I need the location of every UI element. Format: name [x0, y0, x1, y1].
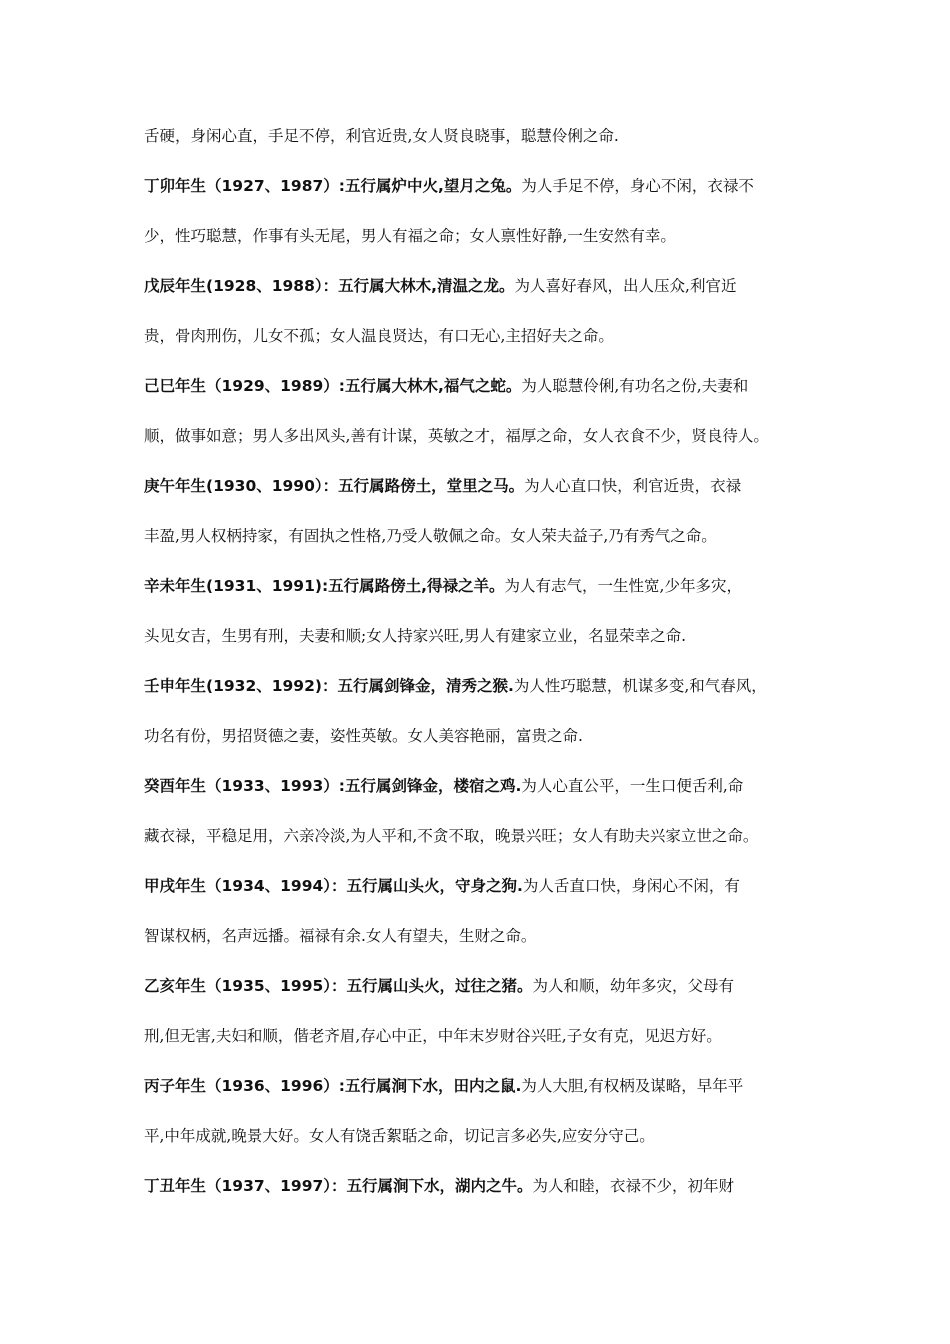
year-heading: 乙亥年生（1935、1995）：五行属山头火，过往之猪。	[144, 977, 533, 995]
text-line	[144, 276, 834, 296]
text-line	[144, 526, 834, 546]
line-text: 刑,但无害,夫妇和顺，偕老齐眉,存心中正，中年末岁财谷兴旺,子女有克，见迟方好。	[144, 1027, 722, 1045]
line-text: 为人手足不停，身心不闲，衣禄不	[521, 177, 754, 195]
text-line	[144, 1026, 834, 1046]
text-line	[144, 426, 834, 446]
year-heading: 辛未年生(1931、1991):五行属路傍土,得禄之羊。	[144, 577, 505, 595]
line-text: 丰盈,男人权柄持家，有固执之性格,乃受人敬佩之命。女人荣夫益子,乃有秀气之命。	[144, 527, 717, 545]
text-line	[144, 776, 834, 796]
year-heading: 壬申年生(1932、1992)：五行属剑锋金，清秀之猴.	[144, 677, 514, 695]
year-heading: 甲戌年生（1934、1994）：五行属山头火，守身之狗.	[144, 877, 523, 895]
year-heading: 己巳年生（1929、1989）:五行属大林木,福气之蛇。	[144, 377, 522, 395]
line-text: 为人性巧聪慧，机谋多变,和气春风，	[513, 677, 767, 695]
year-heading: 癸酉年生（1933、1993）:五行属剑锋金，楼宿之鸡.	[144, 777, 522, 795]
line-text: 为人和顺，幼年多灾，父母有	[532, 977, 735, 995]
line-text: 为人喜好春风，出人压众,利官近	[514, 277, 737, 295]
text-line	[144, 676, 834, 696]
year-heading: 丁卯年生（1927、1987）:五行属炉中火,望月之兔。	[144, 177, 522, 195]
text-line	[144, 926, 834, 946]
line-text: 为人舌直口快，身闲心不闲，有	[522, 877, 740, 895]
year-heading: 丁丑年生（1937、1997）：五行属涧下水，湖内之牛。	[144, 1177, 533, 1195]
line-text: 为人和睦，衣禄不少，初年财	[532, 1177, 735, 1195]
text-line	[144, 826, 834, 846]
text-line	[144, 626, 834, 646]
line-text: 顺，做事如意；男人多出风头,善有计谋，英敏之才，福厚之命，女人衣食不少，贤良待人。	[144, 427, 769, 445]
text-line	[144, 476, 834, 496]
line-text: 为人有志气，一生性宽,少年多灾，	[504, 577, 742, 595]
text-line	[144, 976, 834, 996]
line-text: 舌硬，身闲心直，手足不停，利官近贵,女人贤良晓事，聪慧伶俐之命.	[144, 127, 619, 145]
text-line	[144, 876, 834, 896]
line-text: 为人大胆,有权柄及谋略，早年平	[521, 1077, 744, 1095]
line-text: 功名有份，男招贤德之妻，姿性英敏。女人美容艳丽，富贵之命.	[144, 727, 583, 745]
text-line	[144, 126, 834, 146]
line-text: 平,中年成就,晚景大好。女人有饶舌絮聒之命，切记言多必失,应安分守己。	[144, 1127, 655, 1145]
line-text: 为人心直口快，利官近贵，衣禄	[524, 477, 742, 495]
year-heading: 庚午年生(1930、1990）：五行属路傍土，堂里之马。	[144, 477, 525, 495]
line-text: 少，性巧聪慧，作事有头无尾，男人有福之命；女人禀性好静,一生安然有幸。	[144, 227, 676, 245]
line-text: 智谋权柄，名声远播。福禄有余.女人有望夫，生财之命。	[144, 927, 537, 945]
text-line	[144, 1176, 834, 1196]
text-line	[144, 1076, 834, 1096]
text-line	[144, 726, 834, 746]
text-line	[144, 326, 834, 346]
year-heading: 戊辰年生(1928、1988）：五行属大林木,清温之龙。	[144, 277, 515, 295]
line-text: 贵，骨肉刑伤，儿女不孤；女人温良贤达，有口无心,主招好夫之命。	[144, 327, 614, 345]
text-line	[144, 226, 834, 246]
year-heading: 丙子年生（1936、1996）:五行属涧下水，田内之鼠.	[144, 1077, 522, 1095]
text-line	[144, 1126, 834, 1146]
line-text: 为人聪慧伶俐,有功名之份,夫妻和	[521, 377, 749, 395]
text-line	[144, 576, 834, 596]
text-line	[144, 376, 834, 396]
line-text: 藏衣禄，平稳足用，六亲冷淡,为人平和,不贪不取，晚景兴旺；女人有助夫兴家立世之命。	[144, 827, 759, 845]
line-text: 为人心直公平，一生口便舌利,命	[521, 777, 744, 795]
line-text: 头见女吉，生男有刑，夫妻和顺;女人持家兴旺,男人有建家立业，名显荣幸之命.	[144, 627, 687, 645]
text-line	[144, 176, 834, 196]
